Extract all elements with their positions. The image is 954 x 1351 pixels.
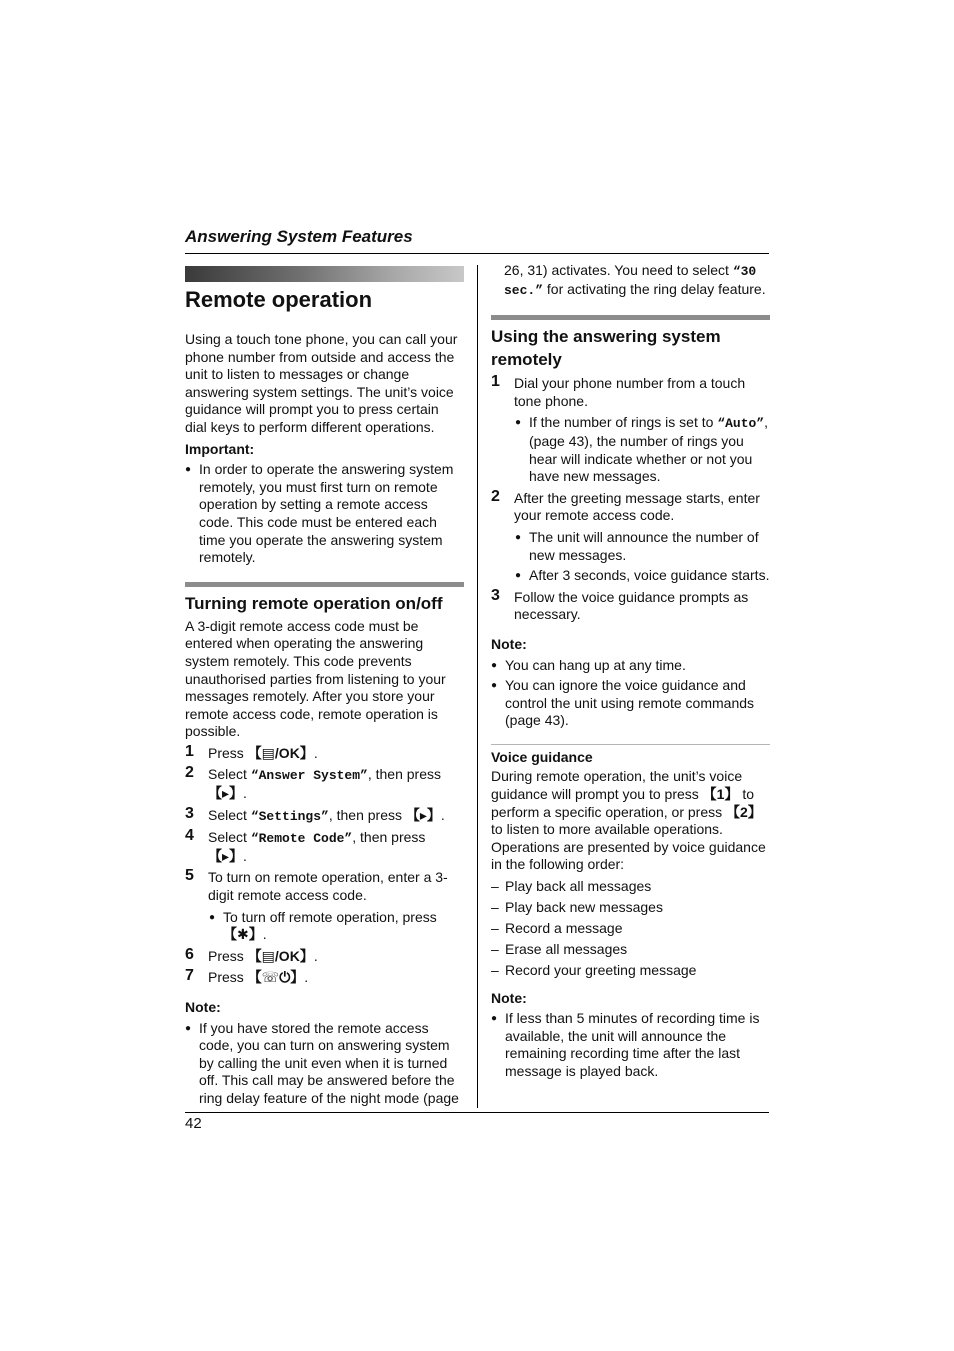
- step-2-bullet: ● The unit will announce the number of new messages.: [515, 529, 770, 564]
- step-5: 5 To turn on remote operation, enter a 3-digit remote access code.: [185, 867, 448, 904]
- step-5-bullet: ● To turn off remote operation, press 【✱】.: [209, 909, 464, 944]
- section-gradient-bar: [185, 266, 464, 282]
- setting-value: “Auto”: [717, 416, 765, 432]
- note-bullet: ● You can ignore the voice guidance and control the unit using remote commands (page 43).: [491, 677, 770, 730]
- subsection-title: Turning remote operation on/off: [185, 593, 443, 613]
- voice-list-item: – Erase all messages: [491, 941, 770, 959]
- menu-item-name: “Settings”: [250, 808, 329, 824]
- note-bullet: ● If you have stored the remote access code, you can turn on answering system by calling the unit even when it is turned off. This call may be answered before the ring delay feature of the night mode (page: [185, 1020, 464, 1108]
- step-number: 2: [185, 764, 194, 782]
- note-label: Note:: [491, 635, 527, 652]
- step-number: 4: [185, 827, 194, 845]
- page-number: 42: [185, 1115, 202, 1132]
- voice-guidance-intro: During remote operation, the unit’s voice guidance will prompt you to press 【1】 to perform a specific operation, or press 【2】 to listen to more available operations. Operations are presented by voice guidance in the following order:: [491, 768, 766, 873]
- left-column: [185, 266, 464, 1111]
- step-2: 2 Select “Answer System”, then press 【▸】.: [185, 764, 441, 802]
- important-bullet: ● In order to operate the answering system remotely, you must first turn on remote operation by setting a remote access code. This code must be entered each time you operate the answering system remotely.: [185, 461, 464, 567]
- menu-item-name: “30 sec.”: [504, 264, 757, 298]
- step-number: 6: [185, 945, 194, 963]
- right-arrow-key: 【▸】: [208, 847, 244, 864]
- key-1: 【1】: [702, 786, 739, 803]
- step-3: 3 Select “Settings”, then press 【▸】.: [185, 804, 445, 824]
- header-rule: [185, 253, 769, 254]
- step-number: 3: [491, 586, 500, 604]
- voice-list-item: – Record a message: [491, 920, 770, 938]
- menu-item-name: “Answer System”: [250, 768, 368, 784]
- right-arrow-key: 【▸】: [208, 785, 244, 802]
- off-power-key: 【☏⏻】: [247, 969, 305, 986]
- step-number: 7: [185, 967, 194, 985]
- step-4: 4 Select “Remote Code”, then press 【▸】.: [185, 827, 426, 864]
- subsection-title: Using the answering system remotely: [491, 327, 721, 370]
- important-label: Important:: [185, 440, 255, 457]
- menu-ok-key: 【▤/OK】: [247, 947, 314, 964]
- step-1-bullet: ● If the number of rings is set to “Auto”, (page 43), the number of rings you hear will indicate whether or not you have new messages.: [515, 414, 770, 485]
- key-2: 【2】: [726, 803, 762, 820]
- page-title: Remote operation: [185, 287, 373, 312]
- voice-guidance-rule: [491, 744, 770, 745]
- continued-paragraph: 26, 31) activates. You need to select “30 sec.” for activating the ring delay feature.: [504, 262, 766, 298]
- step-number: 1: [491, 373, 500, 391]
- step-number: 1: [185, 742, 194, 760]
- step-number: 3: [185, 804, 194, 822]
- step-2-bullet: ● After 3 seconds, voice guidance starts.: [515, 567, 770, 585]
- step-3: 3 Follow the voice guidance prompts as necessary.: [491, 586, 749, 623]
- step-1: 1 Press 【▤/OK】.: [185, 742, 318, 761]
- intro-paragraph: Using a touch tone phone, you can call your phone number from outside and access the unit to listen to messages or change answering system settings. The unit’s voice guidance will prompt you to press certain dial keys to perform different operations.: [185, 331, 458, 435]
- note-label: Note:: [185, 999, 221, 1015]
- step-6: 6 Press 【▤/OK】.: [185, 945, 318, 964]
- step-2: 2 After the greeting message starts, enter your remote access code.: [491, 487, 760, 524]
- note-label: Note:: [491, 989, 527, 1006]
- subsection-rule: [185, 582, 464, 587]
- voice-list-item: – Play back new messages: [491, 899, 770, 917]
- note-bullet: ● If less than 5 minutes of recording time is available, the unit will announce the remaining recording time after the last message is played back.: [491, 1010, 770, 1080]
- step-1: 1 Dial your phone number from a touch tone phone.: [491, 373, 746, 409]
- step-number: 2: [491, 487, 500, 505]
- subsection-rule: [491, 315, 770, 320]
- menu-ok-key: 【▤/OK】: [247, 744, 314, 761]
- voice-guidance-title: Voice guidance: [491, 748, 593, 765]
- star-key: 【✱】: [223, 926, 263, 943]
- voice-list-item: – Record your greeting message: [491, 962, 770, 980]
- voice-list-item: – Play back all messages: [491, 878, 770, 896]
- footer-rule: [185, 1112, 769, 1113]
- note-bullet: ● You can hang up at any time.: [491, 657, 770, 675]
- right-arrow-key: 【▸】: [405, 806, 441, 823]
- step-number: 5: [185, 867, 194, 885]
- section-header: Answering System Features: [185, 227, 413, 246]
- right-column: [491, 262, 770, 1083]
- menu-item-name: “Remote Code”: [250, 831, 353, 847]
- step-7: 7 Press 【☏⏻】.: [185, 967, 309, 986]
- column-divider: [477, 265, 478, 1108]
- subsection-intro: A 3-digit remote access code must be entered when operating the answering system remotely. This code prevents unauthorised parties from listening to your messages remotely. After you store your remote access code, remote operation is possible.: [185, 617, 446, 740]
